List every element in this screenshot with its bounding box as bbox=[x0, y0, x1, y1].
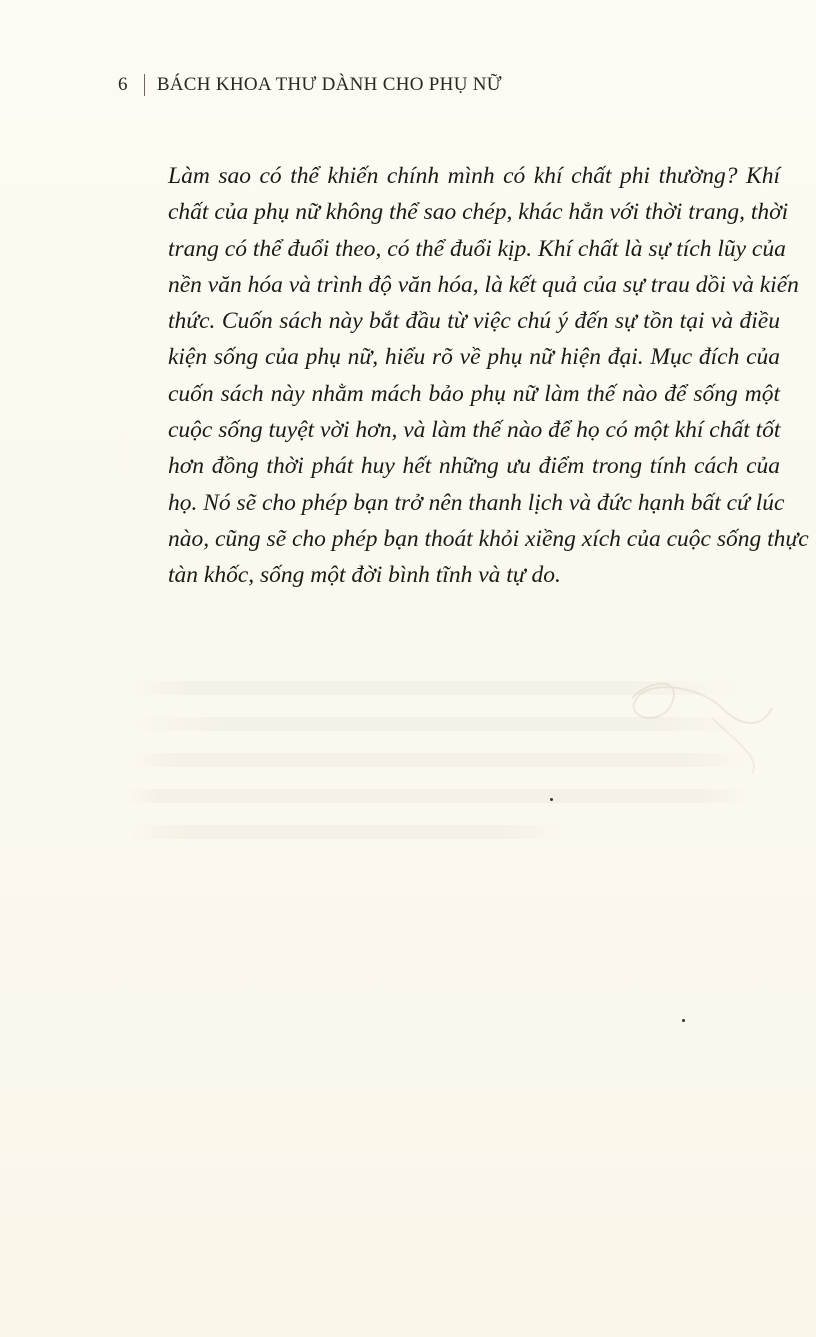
body-line: chất của phụ nữ không thể sao chép, khác hẳn với thời trang, thời bbox=[168, 199, 789, 226]
running-head bbox=[118, 70, 502, 100]
speck bbox=[550, 798, 553, 801]
body-line: trang có thể đuổi theo, có thể đuổi kịp. Khí chất là sự tích lũy của bbox=[168, 235, 786, 262]
body-line: cuốn sách này nhằm mách bảo phụ nữ làm thế nào để sống một bbox=[168, 380, 780, 407]
body-paragraph bbox=[168, 158, 809, 594]
body-line: họ. Nó sẽ cho phép bạn trở nên thanh lịch và đức hạnh bất cứ lúc bbox=[168, 489, 785, 516]
body-line: thức. Cuốn sách này bắt đầu từ việc chú ý đến sự tồn tại và điều bbox=[168, 308, 780, 335]
body-line: hơn đồng thời phát huy hết những ưu điểm trong tính cách của bbox=[168, 453, 780, 480]
body-line: Làm sao có thể khiến chính mình có khí chất phi thường? Khí bbox=[168, 163, 780, 189]
body-line: cuộc sống tuyệt vời hơn, và làm thế nào để họ có một khí chất tốt bbox=[168, 417, 781, 444]
bleed-through-text bbox=[128, 670, 748, 990]
speck bbox=[682, 1019, 685, 1022]
body-line: nền văn hóa và trình độ văn hóa, là kết quả của sự trau dồi và kiến bbox=[168, 271, 799, 298]
page-number: 6 bbox=[118, 74, 128, 95]
body-line: tàn khốc, sống một đời bình tĩnh và tự do. bbox=[168, 562, 561, 589]
bleed-through-ornament bbox=[612, 668, 782, 778]
body-line: kiện sống của phụ nữ, hiểu rõ về phụ nữ hiện đại. Mục đích của bbox=[168, 344, 780, 371]
header-divider bbox=[144, 74, 145, 96]
book-title: BÁCH KHOA THƯ DÀNH CHO PHỤ NỮ bbox=[156, 74, 502, 95]
body-line: nào, cũng sẽ cho phép bạn thoát khỏi xiềng xích của cuộc sống thực bbox=[168, 525, 809, 552]
